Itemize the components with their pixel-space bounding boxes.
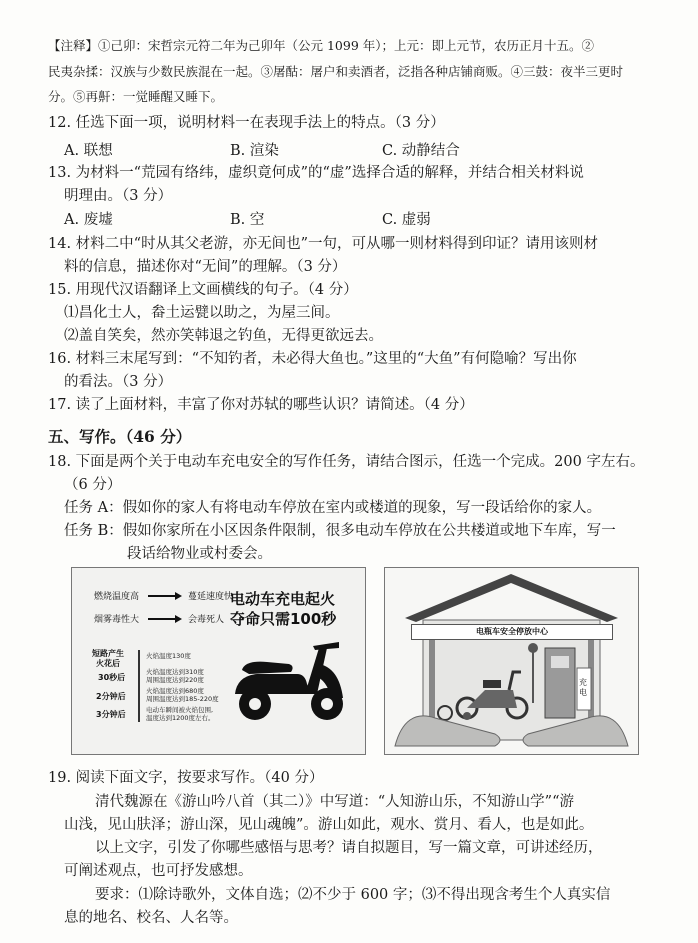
- question-19-para-2-line-2: 可阐述观点，也可抒发感想。: [64, 863, 253, 879]
- shelter-illustration: [385, 568, 638, 754]
- question-19-requirements-line-2: 息的地名、校名、人名等。: [64, 910, 238, 926]
- fig1-detail-3b: 温度达到1200度左右。: [146, 714, 215, 722]
- fig1-title-line-2: 夺命只需100秒: [230, 610, 337, 628]
- question-14-line-1: 14. 材料二中“时从其父老游，亦无间也”一句，可从哪一则材料得到印证？请用该则材: [48, 236, 598, 252]
- question-12-stem: 12. 任选下面一项，说明材料一在表现手法上的特点。（3 分）: [48, 115, 445, 131]
- q13-option-a: A. 废墟: [64, 212, 113, 228]
- section-5-title: 五、写作。（46 分）: [48, 427, 192, 446]
- q13-option-b: B. 空: [230, 212, 265, 228]
- fig2-charge-label: 充电: [579, 678, 587, 697]
- question-17-stem: 17. 读了上面材料，丰富了你对苏轼的哪些认识？请简述。（4 分）: [48, 397, 474, 413]
- fig1-detail-3a: 电动车瞬间被火焰包围,: [146, 706, 214, 714]
- note-line-2: 民夷杂揉：汉族与少数民族混在一起。③屠酤：屠户和卖酒者，泛指各种店铺商贩。④三鼓：夜半三更时: [48, 64, 624, 79]
- question-13-line-1: 13. 为材料一“荒园有络纬，虚织竟何成”的“虚”选择合适的解释，并结合相关材料说: [48, 165, 584, 181]
- figure-ebike-shelter: [384, 567, 639, 755]
- question-13-line-2: 明理由。（3 分）: [64, 188, 173, 204]
- arrow-right-icon: [148, 618, 180, 620]
- question-18-line-1: 18. 下面是两个关于电动车充电安全的写作任务，请结合图示，任选一个完成。200 字左右。: [48, 454, 645, 470]
- note-line-1: 【注释】①己卯：宋哲宗元符二年为己卯年（公元 1099 年）；上元：即上元节，农历正月十五。②: [48, 38, 595, 53]
- fig1-detail-2a: 火焰温度达到680度: [146, 687, 204, 695]
- question-16-line-1: 16. 材料三末尾写到：“不知钓者，未必得大鱼也。”这里的“大鱼”有何隐喻？写出你: [48, 351, 577, 367]
- fig1-time-3min: 3分钟后: [96, 710, 126, 719]
- question-18-task-a: 任务 A：假如你的家人有将电动车停放在室内或楼道的现象，写一段话给你的家人。: [64, 500, 602, 516]
- note-line-3: 分。⑤再鼾：一觉睡醒又睡下。: [48, 89, 224, 104]
- fig2-sign: 电瓶车安全停放中心: [411, 624, 613, 640]
- question-16-line-2: 的看法。（3 分）: [64, 374, 173, 390]
- question-18-task-b-line-2: 段话给物业或村委会。: [127, 546, 272, 562]
- figure-ebike-fire-poster: [71, 567, 366, 755]
- question-18-line-2: （6 分）: [64, 477, 122, 493]
- fig1-time-2min: 2分钟后: [96, 692, 126, 701]
- question-19-requirements-line-1: 要求：⑴除诗歌外，文体自选；⑵不少于 600 字；⑶不得出现含考生个人真实信: [95, 887, 611, 903]
- fig1-detail-30b: 周围温度达到220度: [146, 676, 204, 684]
- scooter-silhouette-icon: [227, 636, 352, 726]
- fig1-time-0a: 短路产生: [92, 649, 124, 658]
- fig1-row2-right: 会毒死人: [188, 615, 225, 625]
- q12-option-b: B. 渲染: [230, 143, 279, 159]
- fig1-detail-2b: 周围温度达到185-220度: [146, 695, 219, 703]
- question-15-sentence-2: ⑵盖自笑矣，然亦笑韩退之钓鱼，无得更欲远去。: [64, 328, 383, 344]
- fig1-title-line-1: 电动车充电起火: [230, 590, 336, 608]
- fig1-time-0b: 火花后: [96, 659, 120, 668]
- q12-option-c: C. 动静结合: [382, 143, 460, 159]
- question-19-para-1-line-2: 山浅，见山肤泽；游山深，见山魂魄”。游山如此，观水、赏月、看人，也是如此。: [64, 817, 594, 833]
- fig1-detail-0: 火焰温度130度: [146, 652, 191, 660]
- question-19-para-1-line-1: 清代魏源在《游山吟八首（其二）》中写道：“人知游山乐，不知游山学”“游: [95, 794, 574, 810]
- question-14-line-2: 料的信息，描述你对“无间”的理解。（3 分）: [64, 259, 347, 275]
- fig1-timeline-bar: [138, 650, 140, 722]
- fig1-detail-30a: 火焰温度达到310度: [146, 668, 204, 676]
- fig1-row1-left: 燃烧温度高: [94, 592, 140, 602]
- question-18-task-b-line-1: 任务 B：假如你家所在小区因条件限制，很多电动车停放在公共楼道或地下车库，写一: [64, 523, 616, 539]
- fig1-row1-right: 蔓延速度快: [188, 592, 234, 602]
- arrow-right-icon: [148, 595, 180, 597]
- fig1-row2-left: 烟雾毒性大: [94, 615, 140, 625]
- question-15-sentence-1: ⑴昌化士人，畚土运甓以助之，为屋三间。: [64, 305, 340, 321]
- q13-option-c: C. 虚弱: [382, 212, 431, 228]
- q12-option-a: A. 联想: [64, 143, 113, 159]
- question-15-stem: 15. 用现代汉语翻译上文画横线的句子。（4 分）: [48, 282, 358, 298]
- question-19-para-2-line-1: 以上文字，引发了你哪些感悟与思考？请自拟题目，写一篇文章，可讲述经历，: [95, 840, 603, 856]
- question-19-stem: 19. 阅读下面文字，按要求写作。（40 分）: [48, 770, 324, 786]
- fig1-time-30s: 30秒后: [98, 673, 126, 682]
